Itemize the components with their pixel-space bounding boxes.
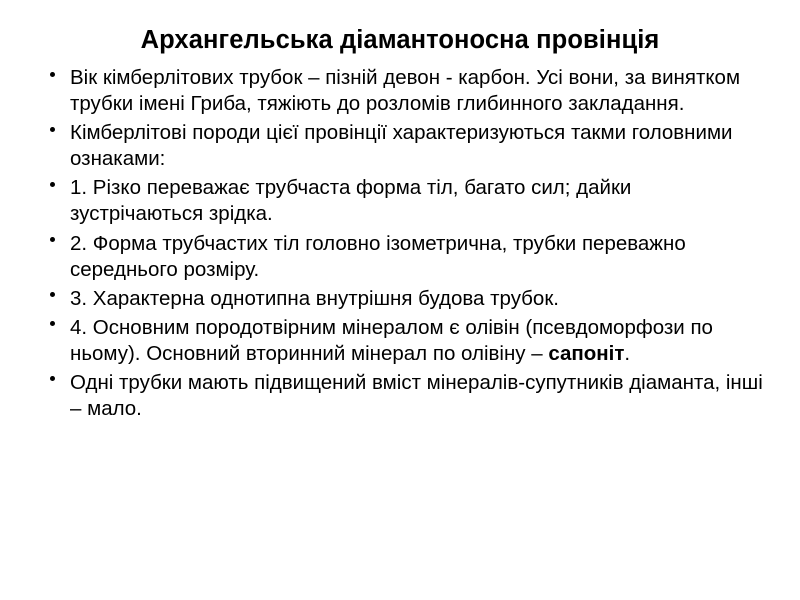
- list-item-text: Вік кімберлітових трубок – пізній девон - карбон. Усі вони, за винятком трубки імені Гриба, тяжіють до розломів глибинного закладання.: [70, 66, 741, 116]
- list-item: [30, 315, 770, 367]
- bullet-list: [30, 65, 770, 421]
- bullet-dot-icon: [50, 292, 55, 297]
- bullet-dot-icon: [50, 72, 55, 77]
- list-item-text: [70, 315, 770, 367]
- list-item-text-lead: 4. Основним породотвірним мінералом є олівін (псевдоморфози по ньому). Основний вторинний мінерал по олівіну –: [70, 315, 713, 365]
- list-item: [30, 370, 770, 422]
- bullet-dot-icon: [50, 376, 55, 381]
- list-item: [30, 175, 770, 227]
- bullet-dot-icon: [50, 237, 55, 242]
- list-item-text: 1. Різко переважає трубчаста форма тіл, багато сил; дайки зустрічаються зрідка.: [70, 176, 632, 226]
- list-item-text: Кімберлітові породи цієї провінції характеризуються такми головними ознаками:: [70, 121, 733, 171]
- list-item: [30, 120, 770, 172]
- list-item-text: 3. Характерна однотипна внутрішня будова трубок.: [70, 286, 559, 310]
- list-item-text: Одні трубки мають підвищений вміст мінералів-супутників діаманта, інші – мало.: [70, 370, 763, 420]
- list-item: [30, 65, 770, 117]
- list-item: [30, 286, 770, 312]
- list-item: [30, 231, 770, 283]
- bullet-dot-icon: [50, 127, 55, 132]
- list-item-text: 2. Форма трубчастих тіл головно ізометрична, трубки переважно середнього розміру.: [70, 231, 686, 281]
- bullet-dot-icon: [50, 182, 55, 187]
- list-item-text-tail: .: [624, 341, 631, 365]
- page-title: Архангельська діамантоносна провінція: [140, 26, 660, 54]
- list-item-text-emphasis: сапоніт: [548, 341, 625, 365]
- bullet-dot-icon: [50, 321, 55, 326]
